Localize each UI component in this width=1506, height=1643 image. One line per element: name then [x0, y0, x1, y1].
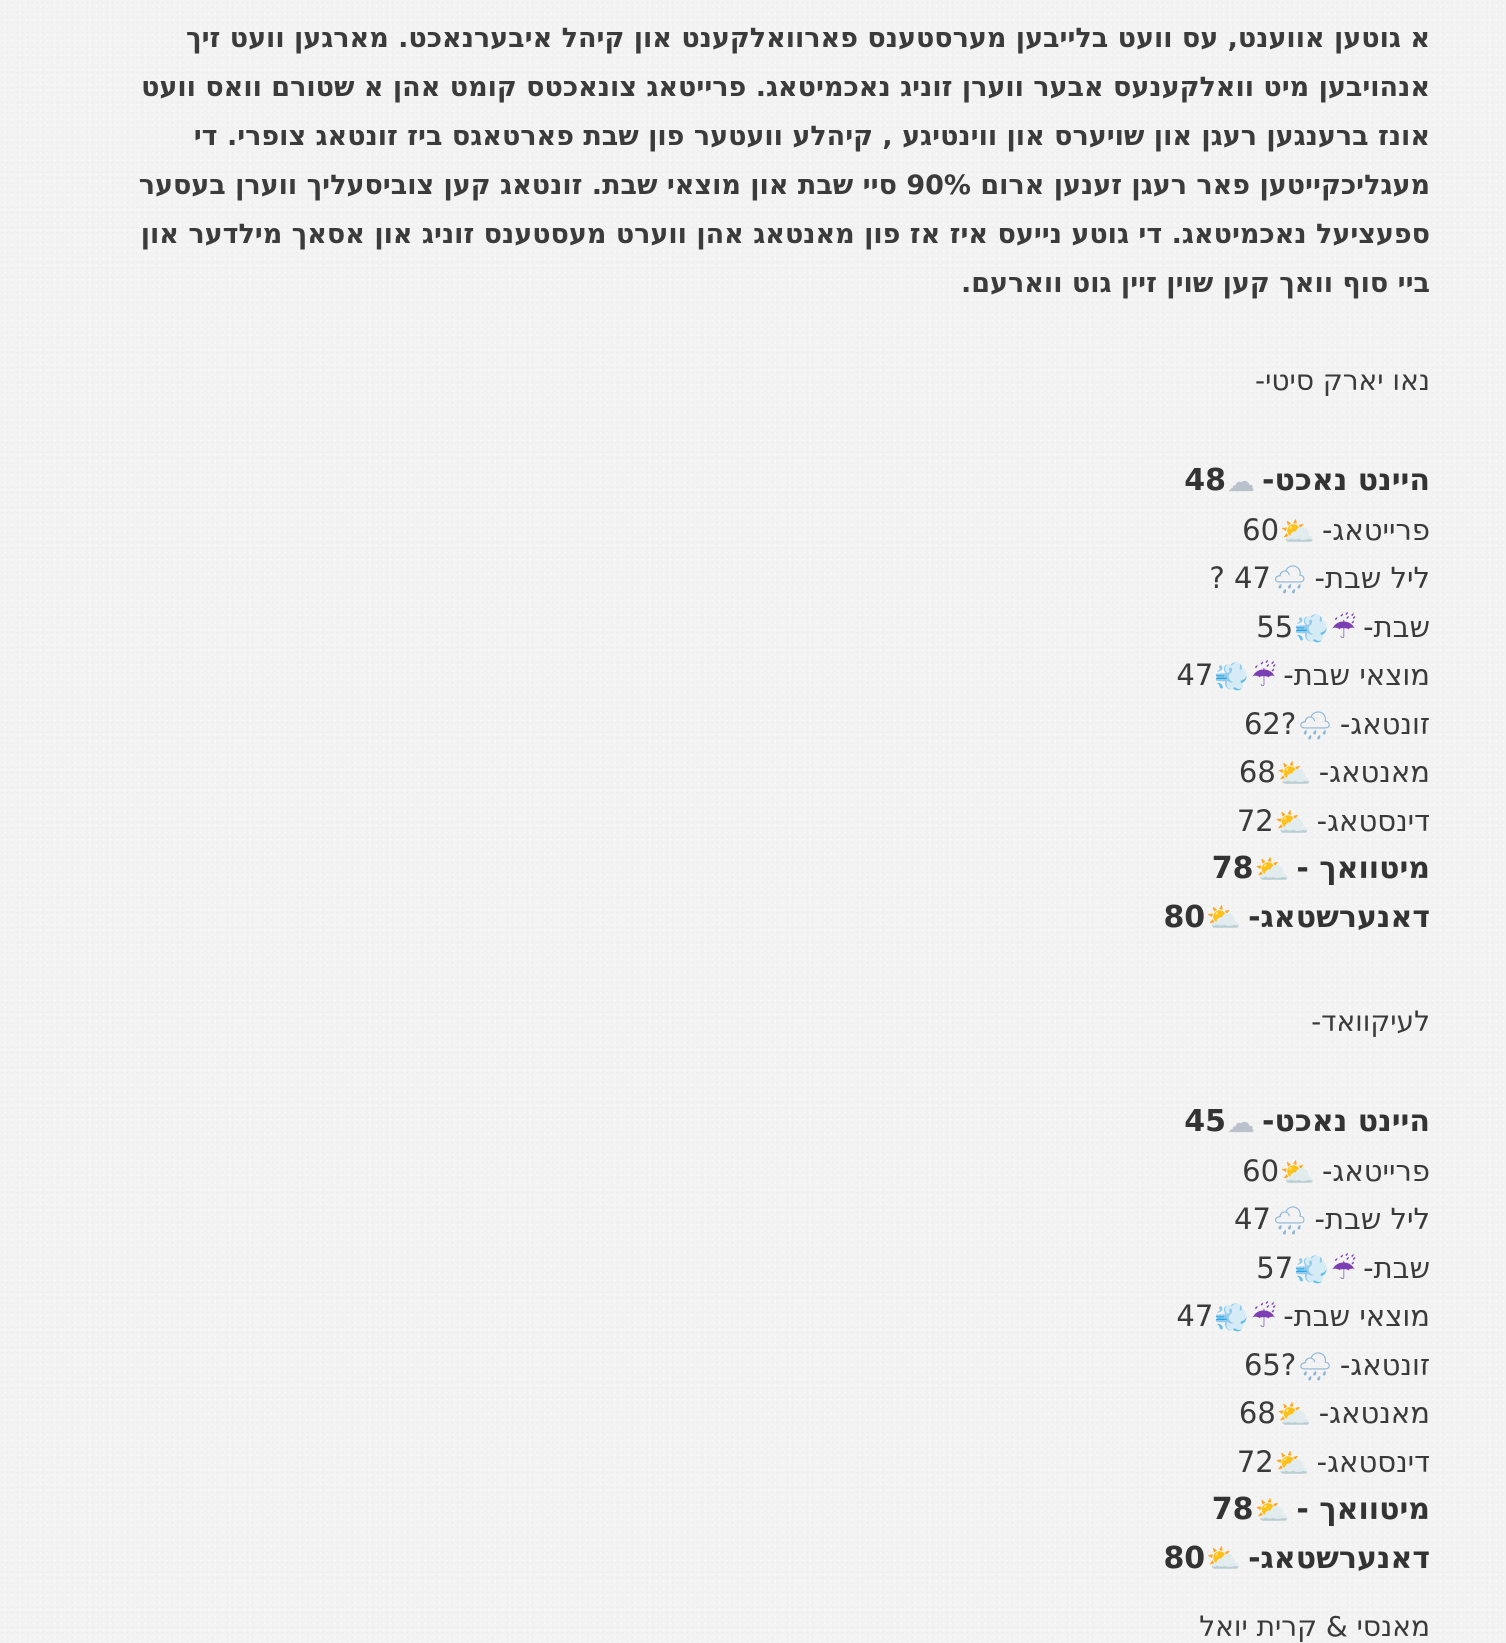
weather-icons [1293, 611, 1357, 645]
weather-icons [1271, 563, 1309, 596]
weather-icons [1279, 1155, 1316, 1189]
forecast-temp: 80 [1163, 1540, 1206, 1576]
forecast-temp: 62? [1243, 706, 1297, 741]
forecast-row [100, 700, 1430, 749]
weather-icons [1254, 852, 1291, 886]
forecast-temp: 55 [1256, 609, 1294, 644]
forecast-row [100, 1098, 1430, 1147]
forecast-temp: 60 [1242, 512, 1280, 547]
forecast-temp: 80 [1163, 899, 1206, 935]
forecast-row [100, 1147, 1430, 1196]
forecast-temp: 78 [1211, 1492, 1254, 1527]
weather-post [100, 0, 1430, 1583]
forecast-day: דאנערשטאג- [1248, 1540, 1430, 1576]
cloud-icon: ☁ [1227, 1105, 1256, 1139]
weather-icons [1226, 464, 1256, 498]
sun-behind-cloud-icon: ⛅ [1276, 1398, 1312, 1431]
city-heading-lakewood: לעיקוואד- [1311, 1005, 1430, 1038]
forecast-row [100, 894, 1430, 943]
forecast-row [100, 457, 1430, 506]
forecast-row [100, 845, 1430, 894]
forecast-day: היינט נאכט- [1262, 1104, 1430, 1139]
sun-behind-cloud-icon: ⛅ [1280, 1155, 1315, 1189]
forecast-row [100, 1438, 1430, 1487]
wind-icon: 💨 [1214, 660, 1250, 693]
weather-icons [1254, 1493, 1291, 1527]
sun-behind-cloud-icon: ⛅ [1274, 805, 1310, 839]
forecast-day: זונטאג- [1339, 1347, 1430, 1382]
forecast-temp: 57 [1256, 1250, 1294, 1285]
sun-behind-cloud-icon: ⛅ [1206, 901, 1242, 934]
forecast-day: שבת- [1363, 609, 1430, 644]
next-section-heading: מאנסי & קרית יואל [1199, 1610, 1430, 1643]
forecast-day: מיטוואך - [1296, 1492, 1430, 1527]
sun-behind-cloud-icon: ⛅ [1254, 852, 1290, 886]
weather-icons [1205, 901, 1242, 934]
weather-icons [1279, 514, 1316, 548]
forecast-day: פרייטאג- [1321, 1153, 1430, 1188]
rain-cloud-icon: 🌧 [1271, 563, 1308, 596]
weather-icons [1271, 1204, 1309, 1237]
forecast-temp: 60 [1242, 1153, 1280, 1188]
wind-icon: 💨 [1294, 611, 1330, 645]
forecast-temp: 47 [1234, 1202, 1271, 1236]
forecast-row [100, 1389, 1430, 1438]
forecast-row [100, 1195, 1430, 1244]
weather-icons [1293, 1252, 1357, 1286]
intro-paragraph: א גוטען אווענט, עס וועט בלייבען מערסטענס פארוואלקענט און קיהל איבערנאכט. מארגען וועט זיך אנהויבען מיט וואלקענעס אבער ווערן זוניג נאכמיטאג. פרייטאג צונאכטס קומט אהן א שטורם וואס וועט אונז ברענגען רעגן און שויערס און ווינטיגע , קיהלע וועטער פון שבת פארטאגס ביז זונטאג צופרי. די מעגליכקייטען פאר רעגן זענען ארום 90% סיי שבת און מוצאי שבת. זונטאג קען צוביסעליך ווערן בעסער ספעציעל נאכמיטאג. די גוטע נייעס איז אז פון מאנטאג אהן ווערט מעסטענס זוניג און אסאך מילדער און ביי סוף וואך קען שוין זיין גוט ווארעם. [138, 23, 1430, 299]
forecast-row [100, 748, 1430, 797]
forecast-row [100, 651, 1430, 700]
forecast-day: ליל שבת- [1314, 1202, 1430, 1236]
umbrella-rain-icon: ☔ [1331, 611, 1357, 645]
forecast-list-lakewood [100, 1098, 1430, 1583]
forecast-day: מוצאי שבת- [1283, 1299, 1430, 1333]
forecast-day: מאנטאג- [1318, 1396, 1430, 1430]
sun-behind-cloud-icon: ⛅ [1206, 1542, 1242, 1575]
forecast-day: פרייטאג- [1321, 512, 1430, 547]
umbrella-rain-icon: ☔ [1251, 660, 1277, 693]
forecast-row [100, 1486, 1430, 1535]
sun-behind-cloud-icon: ⛅ [1274, 1446, 1310, 1480]
sun-behind-cloud-icon: ⛅ [1276, 757, 1312, 790]
wind-icon: 💨 [1294, 1252, 1330, 1286]
forecast-row [100, 603, 1430, 652]
forecast-row [100, 797, 1430, 846]
umbrella-rain-icon: ☔ [1251, 1301, 1277, 1334]
forecast-temp: 65? [1243, 1347, 1297, 1382]
umbrella-rain-icon: ☔ [1331, 1252, 1357, 1286]
forecast-temp: 78 [1211, 851, 1254, 886]
forecast-temp: 72 [1236, 803, 1274, 838]
weather-icons [1205, 1542, 1242, 1575]
sun-behind-cloud-icon: ⛅ [1280, 514, 1315, 548]
sun-behind-cloud-icon: ⛅ [1254, 1493, 1290, 1527]
forecast-day: מיטוואך - [1296, 851, 1430, 886]
forecast-temp: 45 [1184, 1104, 1227, 1139]
forecast-day: שבת- [1363, 1250, 1430, 1285]
forecast-day: היינט נאכט- [1262, 463, 1430, 498]
rain-cloud-icon: 🌧 [1271, 1204, 1308, 1237]
weather-icons [1213, 1301, 1277, 1334]
cloud-icon: ☁ [1227, 464, 1256, 498]
forecast-row [100, 1535, 1430, 1584]
weather-icons [1296, 1349, 1334, 1383]
forecast-day: מאנטאג- [1318, 755, 1430, 789]
forecast-row [100, 506, 1430, 555]
weather-icons [1296, 708, 1334, 742]
forecast-row [100, 554, 1430, 603]
forecast-temp: 72 [1236, 1444, 1274, 1479]
weather-icons [1213, 660, 1277, 693]
forecast-day: דינסטאג- [1316, 803, 1430, 838]
forecast-list-nyc [100, 457, 1430, 942]
forecast-row [100, 1244, 1430, 1293]
weather-icons [1274, 1446, 1311, 1480]
weather-icons [1226, 1105, 1256, 1139]
forecast-temp: 48 [1184, 463, 1227, 498]
forecast-day: זונטאג- [1339, 706, 1430, 741]
forecast-day: דינסטאג- [1316, 1444, 1430, 1479]
forecast-temp: 47 [1176, 658, 1214, 692]
weather-icons [1276, 1398, 1313, 1431]
weather-icons [1276, 757, 1313, 790]
forecast-row [100, 1292, 1430, 1341]
forecast-temp: 68 [1238, 755, 1276, 789]
forecast-day: מוצאי שבת- [1283, 658, 1430, 692]
forecast-temp: 47 [1176, 1299, 1214, 1333]
forecast-temp: 68 [1238, 1396, 1276, 1430]
forecast-temp: ? 47 [1209, 561, 1271, 595]
forecast-day: ליל שבת- [1314, 561, 1430, 595]
forecast-day: דאנערשטאג- [1248, 899, 1430, 935]
city-heading-nyc: נאו יארק סיטי- [1255, 364, 1430, 397]
rain-cloud-icon: 🌧 [1297, 708, 1333, 742]
forecast-row [100, 1341, 1430, 1390]
weather-icons [1274, 805, 1311, 839]
wind-icon: 💨 [1214, 1301, 1250, 1334]
rain-cloud-icon: 🌧 [1297, 1349, 1333, 1383]
